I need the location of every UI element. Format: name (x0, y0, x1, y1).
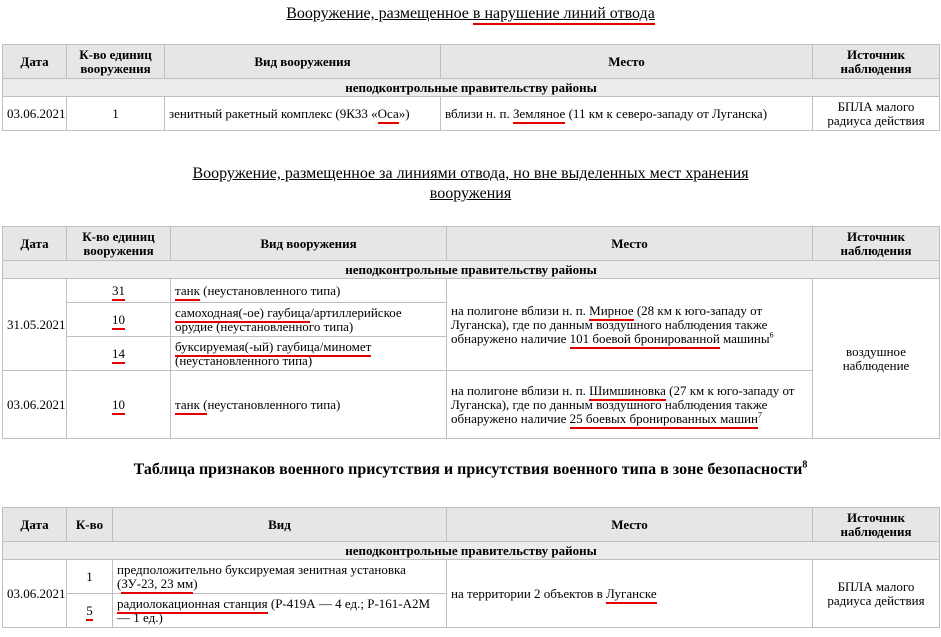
cell-source: БПЛА малого радиуса действия (813, 560, 940, 628)
header-date: Дата (3, 45, 67, 79)
header-qty: К-во (67, 508, 113, 542)
header-place: Место (441, 45, 813, 79)
cell-qty: 14 (67, 337, 171, 371)
header-date: Дата (3, 508, 67, 542)
header-qty: К-во единиц вооружения (67, 45, 165, 79)
cell-qty: 5 (67, 594, 113, 628)
header-place: Место (447, 227, 813, 261)
cell-date: 03.06.2021 (3, 97, 67, 131)
cell-place: вблизи н. п. Земляное (11 км к северо-западу от Луганска) (441, 97, 813, 131)
header-source: Источник наблюдения (813, 508, 940, 542)
cell-qty: 31 (67, 279, 171, 303)
cell-qty: 1 (67, 560, 113, 594)
table-row (3, 560, 940, 594)
cell-type: зенитный ракетный комплекс (9К33 «Оса») (165, 97, 441, 131)
header-place: Место (447, 508, 813, 542)
region-label: неподконтрольные правительству районы (3, 261, 940, 279)
cell-type: танк (неустановленного типа) (171, 371, 447, 439)
cell-place: на территории 2 объектов в Луганске (447, 560, 813, 628)
cell-type: предположительно буксируемая зенитная установка (ЗУ-23, 23 мм) (113, 560, 447, 594)
section3-table (2, 507, 940, 628)
cell-type: танк (неустановленного типа) (171, 279, 447, 303)
header-date: Дата (3, 227, 67, 261)
table-header-row (3, 508, 940, 542)
header-type: Вид вооружения (165, 45, 441, 79)
cell-type: буксируемая(-ый) гаубица/миномет (неустановленного типа) (171, 337, 447, 371)
table-row (3, 97, 940, 131)
cell-type: самоходная(-ое) гаубица/артиллерийское орудие (неустановленного типа) (171, 303, 447, 337)
header-source: Источник наблюдения (813, 45, 940, 79)
region-label: неподконтрольные правительству районы (3, 79, 940, 97)
header-type: Вид (113, 508, 447, 542)
table-header-row (3, 227, 940, 261)
region-label: неподконтрольные правительству районы (3, 542, 940, 560)
cell-source: БПЛА малого радиуса действия (813, 97, 940, 131)
table-header-row (3, 45, 940, 79)
header-qty: К-во единиц вооружения (67, 227, 171, 261)
table-row (3, 371, 940, 439)
cell-type: радиолокационная станция (Р-419А — 4 ед.; Р-161-А2М — 1 ед.) (113, 594, 447, 628)
cell-qty: 10 (67, 371, 171, 439)
cell-qty: 1 (67, 97, 165, 131)
table-row (3, 279, 940, 303)
section1-title: Вооружение, размещенное в нарушение линий отвода (0, 4, 941, 24)
cell-date: 31.05.2021 (3, 279, 67, 371)
cell-date: 03.06.2021 (3, 371, 67, 439)
cell-date: 03.06.2021 (3, 560, 67, 628)
cell-place: на полигоне вблизи н. п. Шимшиновка (27 км к юго-западу от Луганска), где по данным воздушного наблюдения также обнаружено наличие 25 боевых бронированных машин$^7$ (447, 371, 813, 439)
cell-source: воздушное наблюдение (813, 279, 940, 439)
section2-title: Вооружение, размещенное за линиями отвода, но вне выделенных мест хранения вооружения (192, 165, 749, 202)
header-type: Вид вооружения (171, 227, 447, 261)
section3-title: Таблица признаков военного присутствия и присутствия военного типа в зоне безопасности$^8$ (133, 459, 808, 478)
section1-table (2, 44, 940, 131)
cell-place: на полигоне вблизи н. п. Мирное (28 км к юго-западу от Луганска), где по данным воздушного наблюдения также обнаружено наличие 101 боевой бронированной машины$^6$ (447, 279, 813, 371)
section2-table (2, 226, 940, 439)
cell-qty: 10 (67, 303, 171, 337)
header-source: Источник наблюдения (813, 227, 940, 261)
